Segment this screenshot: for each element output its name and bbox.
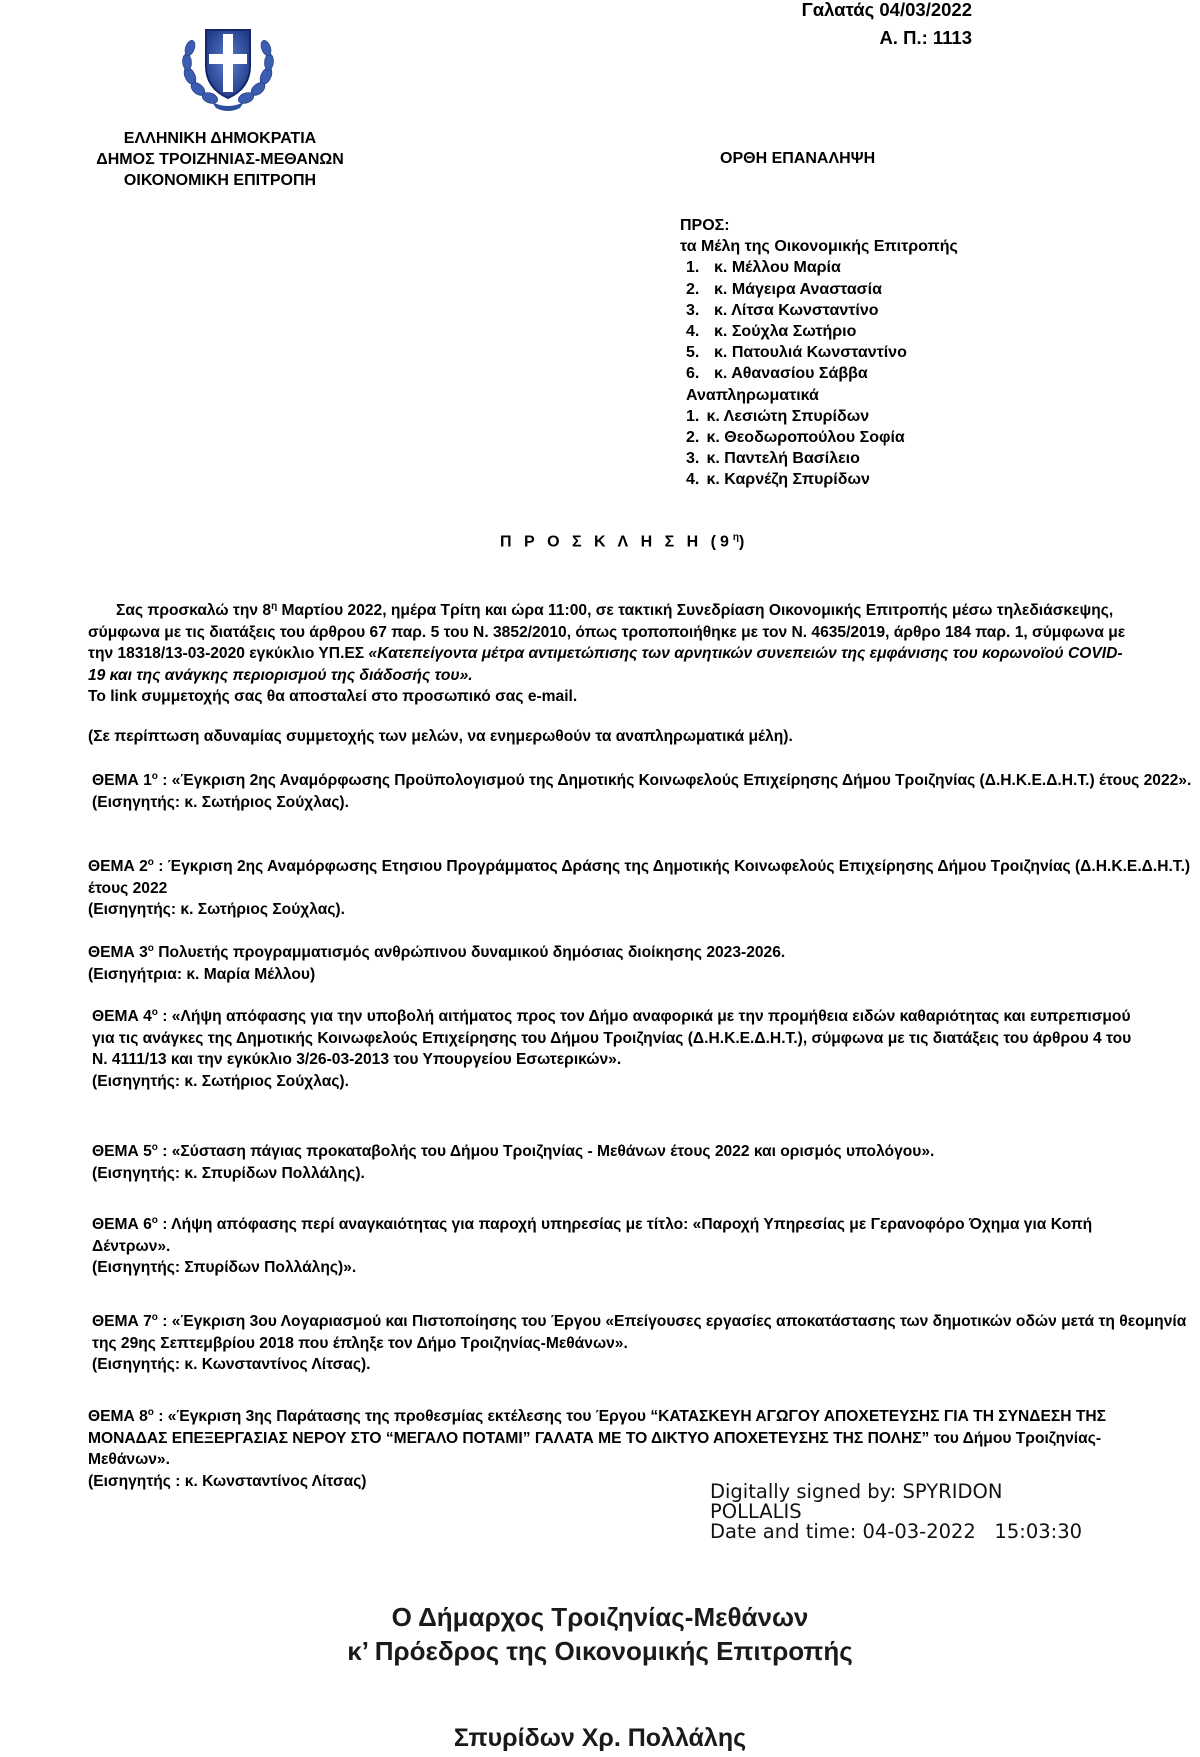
hellenic-coat-of-arms-icon <box>178 18 278 114</box>
protocol-number: Α. Π.: 1113 <box>879 27 972 48</box>
member-item: 1. κ. Μέλλου Μαρία <box>686 259 841 277</box>
authority-line-2: ΔΗΜΟΣ ΤΡΟΙΖΗΝΙΑΣ-ΜΕΘΑΝΩΝ <box>96 151 344 168</box>
digital-signature <box>710 1482 1082 1542</box>
member-item: 4. κ. Σούχλα Σωτήριο <box>686 323 857 341</box>
signatory-title-line-1: Ο Δήμαρχος Τροιζηνίας-Μεθάνων <box>391 1602 809 1632</box>
member-item: 6. κ. Αθανασίου Σάββα <box>686 365 868 383</box>
invitation-paragraph: Σας προσκαλώ την $8^\eta$ Μαρτίου 2022, ημέρα Τρίτη και ώρα 11:00, σε τακτική Συνεδρίαση Οικονομικής Επιτροπής μέσω τηλεδιάσκεψης, σύμφωνα με τις διατάξεις του άρθρου 67 παρ. 5 του Ν. 3852/2010, όπως τροποποιήθηκε με τον Ν. 4635/2019, άρθρο 184 παρ. 1, σύμφωνα με την 18318/13-03-2020 εγκύκλιο ΥΠ.ΕΣ «Κατεπείγοντα μέτρα αντιμετώπισης των αρνητικών συνεπειών της εμφάνισης του κορωνοϊού COVID-19 και της ανάγκης περιορισμού της διάδοσής του». Το link συμμετοχής σας θα αποσταλεί στο προσωπικό σας e-mail. <box>88 601 1126 706</box>
agenda-item: ΘΕΜΑ $3^o$ Πολυετής προγραμματισμός ανθρώπινου δυναμικού δημόσιας διοίκησης 2023-2026. (Εισηγήτρια: κ. Μαρία Μέλλου) <box>88 943 786 983</box>
digital-signature-line-2: POLLALIS <box>710 1500 802 1523</box>
place-date: Γαλατάς 04/03/2022 <box>801 0 972 20</box>
to-label: ΠΡΟΣ: <box>680 217 730 234</box>
member-item: 2. κ. Μάγειρα Αναστασία <box>686 280 882 298</box>
alternates-note: (Σε περίπτωση αδυναμίας συμμετοχής των μελών, να ενημερωθούν τα αναπληρωματικά μέλη). <box>88 728 793 745</box>
agenda-item: ΘΕΜΑ $8^o$ : «Έγκριση 3ης Παράτασης της προθεσμίας εκτέλεσης του Έργου “ΚΑΤΑΣΚΕΥΗ ΑΓΩΓΟΥ ΑΠΟΧΕΤΕΥΣΗΣ ΓΙΑ ΤΗ ΣΥΝΔΕΣΗ ΤΗΣ ΜΟΝΑΔΑΣ ΕΠΕΞΕΡΓΑΣΙΑΣ ΝΕΡΟΥ ΣΤΟ “ΜΕΓΑΛΟ ΠΟΤΑΜΙ” ΓΑΛΑΤΑ ΜΕ ΤΟ ΔΙΚΤΥΟ ΑΠΟΧΕΤΕΥΣΗΣ ΤΗΣ ΠΟΛΗΣ” του Δήμου Τροιζηνίας-Μεθάνων». (Εισηγητής : κ. Κωνσταντίνος Λίτσας) <box>88 1407 1107 1490</box>
issuing-authority <box>70 128 370 191</box>
authority-line-3: ΟΙΚΟΝΟΜΙΚΗ ΕΠΙΤΡΟΠΗ <box>123 172 317 189</box>
alternates-label: Αναπληρωματικά <box>686 386 819 404</box>
agenda-item: ΘΕΜΑ $2^o$ : Έγκριση 2ης Αναμόρφωσης Ετησιου Προγράμματος Δράσης της Δημοτικής Κοινωφελούς Επιχείρησης Δήμου Τροιζηνίας (Δ.Η.Κ.Ε.Δ.Η.Τ.) έτους 2022 (Εισηγητής: κ. Σωτήριος Σούχλας). <box>88 857 1191 919</box>
agenda-item: ΘΕΜΑ $6^o$ : Λήψη απόφασης περί αναγκαιότητας για παροχή υπηρεσίας με τίτλο: «Παροχή Υπηρεσίας με Γερανοφόρο Όχημα για Κοπή Δέντρων». (Εισηγητής: Σπυρίδων Πολλάλης)». <box>92 1215 1093 1277</box>
agenda-item: ΘΕΜΑ $5^o$ : «Σύσταση πάγιας προκαταβολής του Δήμου Τροιζηνίας - Μεθάνων έτους 2022 και ορισμός υπολόγου». (Εισηγητής: κ. Σπυρίδων Πολλάλης). <box>92 1142 935 1182</box>
alternate-item: 3. κ. Παντελή Βασίλειο <box>686 450 860 468</box>
reissue-label: ΟΡΘΗ ΕΠΑΝΑΛΗΨΗ <box>720 150 876 167</box>
digital-signature-line-3: Date and time: 04-03-2022 15:03:30 <box>710 1520 1083 1543</box>
alternate-item: 1. κ. Λεσιώτη Σπυρίδων <box>686 407 870 425</box>
signatory-name: Σπυρίδων Χρ. Πολλάλης <box>453 1724 747 1752</box>
agenda-item: ΘΕΜΑ $7^o$ : «Έγκριση 3ου Λογαριασμού και Πιστοποίησης του Έργου «Επείγουσες εργασίες αποκατάστασης των δημοτικών οδών μετά τη θεομηνία της 29ης Σεπτεμβρίου 2018 που έπληξε τον Δήμο Τροιζηνίας-Μεθάνων». (Εισηγητής: κ. Κωνσταντίνος Λίτσας). <box>92 1312 1187 1374</box>
member-item: 5. κ. Πατουλιά Κωνσταντίνο <box>686 344 907 362</box>
to-line: τα Μέλη της Οικονομικής Επιτροπής <box>680 238 958 256</box>
agenda-item: ΘΕΜΑ $4^o$ : «Λήψη απόφασης για την υποβολή αιτήματος προς τον Δήμο αναφορικά με την προμήθεια ειδών καθαριότητας και ευπρεπισμού για τις ανάγκες της Δημοτικής Κοινωφελούς Επιχείρησης του Δήμου Τροιζηνίας (Δ.Η.Κ.Ε.Δ.Η.Τ.), σύμφωνα με τις διατάξεις του άρθρου 4 του Ν. 4111/13 και την εγκύκλιο 3/26-03-2013 του Υπουργείου Εσωτερικών». (Εισηγητής: κ. Σωτήριος Σούχλας). <box>92 1007 1132 1090</box>
authority-line-1: ΕΛΛΗΝΙΚΗ ΔΗΜΟΚΡΑΤΙΑ <box>123 130 317 147</box>
digital-signature-line-1: Digitally signed by: SPYRIDON <box>710 1480 1003 1503</box>
signatory-title-line-2: κ’ Πρόεδρος της Οικονομικής Επιτροπής <box>347 1636 853 1666</box>
member-item: 3. κ. Λίτσα Κωνσταντίνο <box>686 301 879 319</box>
alternate-item: 4. κ. Καρνέζη Σπυρίδων <box>686 471 870 489</box>
agenda-item: ΘΕΜΑ $1^o$ : «Έγκριση 2ης Αναμόρφωσης Προϋπολογισμού της Δημοτικής Κοινωφελούς Επιχείρησης Δήμου Τροιζηνίας (Δ.Η.Κ.Ε.Δ.Η.Τ.) έτους 2022». (Εισηγητής: κ. Σωτήριος Σούχλας). <box>92 771 1192 811</box>
signatory-title <box>200 1600 1000 1668</box>
document-title: Π Ρ Ο Σ Κ Λ Η Σ Η $(9^\eta)$ <box>500 532 749 551</box>
recipients-block <box>680 215 958 491</box>
alternate-item: 2. κ. Θεοδωροπούλου Σοφία <box>686 429 905 447</box>
